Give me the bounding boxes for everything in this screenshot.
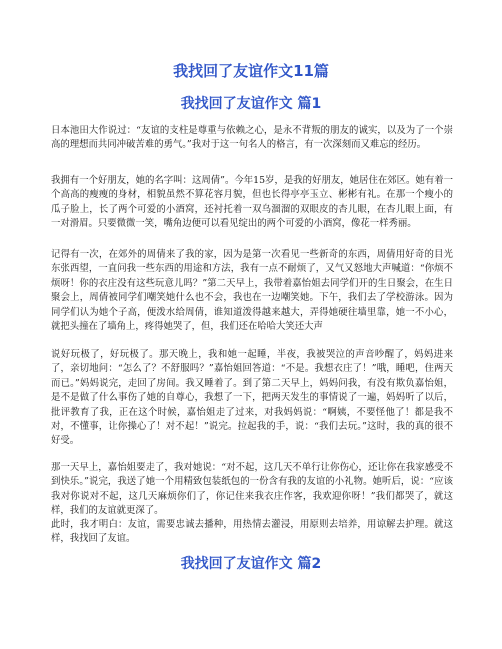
document-title: 我找回了友谊作文11篇: [173, 62, 329, 80]
paragraph-1: 日本池田大作说过：“友谊的支柱是尊重与依赖之心，是永不背叛的朋友的诚实，以及为了一个崇高的理想而共同冲破苦难的勇气。”我对于这一句名人的格言，有一次深刻而又难忘的经历。: [51, 125, 453, 151]
paragraph-6: 此时，我才明白：友谊，需要忠诚去播种，用热情去灌浸，用原则去培养，用谅解去护理。就这样，我找回了友谊。: [51, 519, 453, 545]
paragraph-4: 说好玩极了，好玩极了。那天晚上，我和她一起睡，半夜，我被哭泣的声音吵醒了，妈妈进来了，亲切地问：“怎么了？不舒服吗？”嘉怡姐回答道：“不是。我想衣庄了！”哦，睡吧，住两天而已。”妈妈说完，走回了房间。我又睡着了。到了第二天早上，妈妈问我，有没有欺负嘉怡姐，是不是做了什么事伤了她的自尊心，我想了一下，把两天发生的事情说了一遍，妈妈听了以后，批评教育了我，正在这个时候，嘉怡姐走了过来，对我妈妈说：“啊姨，不要怪他了！都是我不对，不懂事，让你操心了！对不起！”说完。拉起我的手，说：“我们去玩。”这时，我的真的很不好受。: [51, 349, 453, 447]
paragraph-3: 记得有一次，在郊外的周倩来了我的家，因为是第一次看见一些新奇的东西，周倩用好奇的目光东张西望，一直问我一些东西的用途和方法，我有一点不耐烦了，又气又怒地大声喊道：“你烦不烦呀！你的衣庄没有这些玩意儿吗？”第二天早上，我带着嘉怡姐去同学们开的生日聚会，在生日聚会上，周倩被同学们嘲笑她什么也不会，我也在一边嘲笑她。下午，我们去了学校游泳。因为同学们认为她个子高，便泼水给周倩，谁知道泼得越来越大，弄得她硬往墙里靠，她一不小心，就把头撞在了墙角上，疼得她哭了，但，我们还在哈哈大笑还大声: [51, 249, 453, 333]
section-1-title: 我找回了友谊作文 篇1: [180, 96, 322, 112]
paragraph-2: 我拥有一个好朋友，她的名字叫：这周倩”。今年15岁，是我的好朋友，她居住在郊区。她有着一个高高的瘦瘦的身材，相貌虽然不算花容月貌，但也长得亭亭玉立、彬彬有礼。在那一个瘦小的瓜子脸上，长了两个可爱的小酒窝，还衬托着一双乌溜溜的双眼皮的杏儿眼，在杏儿眼上面，有一对滑眉。只要微微一笑，嘴角边便可以看见绽出的两个可爱的小酒窝，像花一样秀丽。: [51, 175, 453, 230]
paragraph-5: 那一天早上，嘉怡姐要走了，我对她说：“对不起，这几天不单行让你伤心，还让你在我家感受不到快乐。”说完，我送了她一个用精致包装纸包的一份含有我的友谊的小礼物。她听后，说：“应该我对你说对不起，这几天麻烦你们了，你记住来我衣庄作客，我欢迎你呀！”我们都哭了，就这样，我们的友谊就更深了。: [51, 462, 453, 517]
section-2-title: 我找回了友谊作文 篇2: [180, 556, 322, 572]
